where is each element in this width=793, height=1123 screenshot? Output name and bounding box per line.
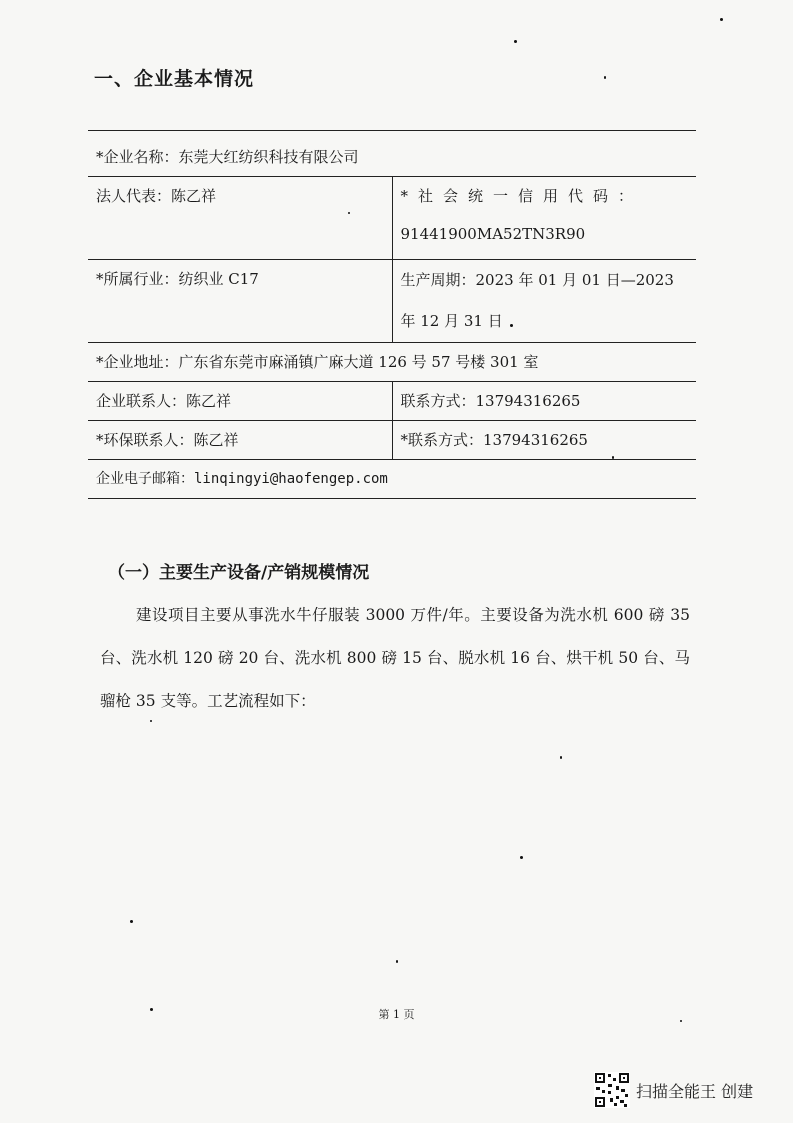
scan-speck <box>560 756 562 759</box>
table-row <box>88 460 696 499</box>
scan-speck <box>396 960 398 963</box>
production-period-cell: 生产周期：2023 年 01 月 01 日—2023 年 12 月 31 日 <box>392 260 696 343</box>
company-name-cell: *企业名称：东莞大红纺织科技有限公司 <box>88 138 696 177</box>
contact-person-cell: 企业联系人：陈乙祥 <box>88 382 392 421</box>
scan-speck <box>520 856 523 859</box>
watermark-text: 扫描全能王 创建 <box>636 1081 754 1101</box>
email-cell: 企业电子邮箱：linqingyi@haofengep.com <box>88 460 696 499</box>
company-info-table <box>88 138 696 499</box>
section-title: 一、企业基本情况 <box>94 68 255 90</box>
top-rule <box>88 130 696 131</box>
table-row <box>88 138 696 177</box>
scan-speck <box>130 920 133 923</box>
credit-code-label: *社会统一信用代码： <box>400 187 644 205</box>
equipment-paragraph: 建设项目主要从事洗水牛仔服装 3000 万件/年。主要设备为洗水机 600 磅 35 台、洗水机 120 磅 20 台、洗水机 800 磅 15 台、脱水机 16 台、烘干机 50 台、马骝枪 35 支等。工艺流程如下： <box>100 606 690 710</box>
scanner-watermark <box>594 1072 753 1108</box>
page-number: 第 1 页 <box>378 1008 415 1021</box>
scan-speck <box>720 18 723 21</box>
credit-code-value: 91441900MA52TN3R90 <box>400 225 586 243</box>
scan-speck <box>348 212 350 214</box>
scan-speck <box>604 76 606 79</box>
scan-speck <box>612 456 614 459</box>
address-cell: *企业地址：广东省东莞市麻涌镇广麻大道 126 号 57 号楼 301 室 <box>88 343 696 382</box>
table-row <box>88 260 696 343</box>
scan-speck <box>150 1008 153 1011</box>
credit-code-cell <box>392 177 696 260</box>
legal-rep-cell: 法人代表：陈乙祥 <box>88 177 392 260</box>
scan-speck <box>680 1020 682 1022</box>
contact-phone-cell: 联系方式：13794316265 <box>392 382 696 421</box>
table-row <box>88 343 696 382</box>
scan-speck <box>514 40 517 43</box>
env-contact-person-cell: *环保联系人：陈乙祥 <box>88 421 392 460</box>
table-row <box>88 421 696 460</box>
qr-code-icon <box>594 1072 630 1108</box>
scan-speck <box>510 324 513 327</box>
table-row <box>88 177 696 260</box>
table-row <box>88 382 696 421</box>
env-contact-phone-cell: *联系方式：13794316265 <box>392 421 696 460</box>
scan-speck <box>150 720 152 722</box>
industry-cell: *所属行业：纺织业 C17 <box>88 260 392 343</box>
sub-section-title: （一）主要生产设备/产销规模情况 <box>108 563 370 583</box>
